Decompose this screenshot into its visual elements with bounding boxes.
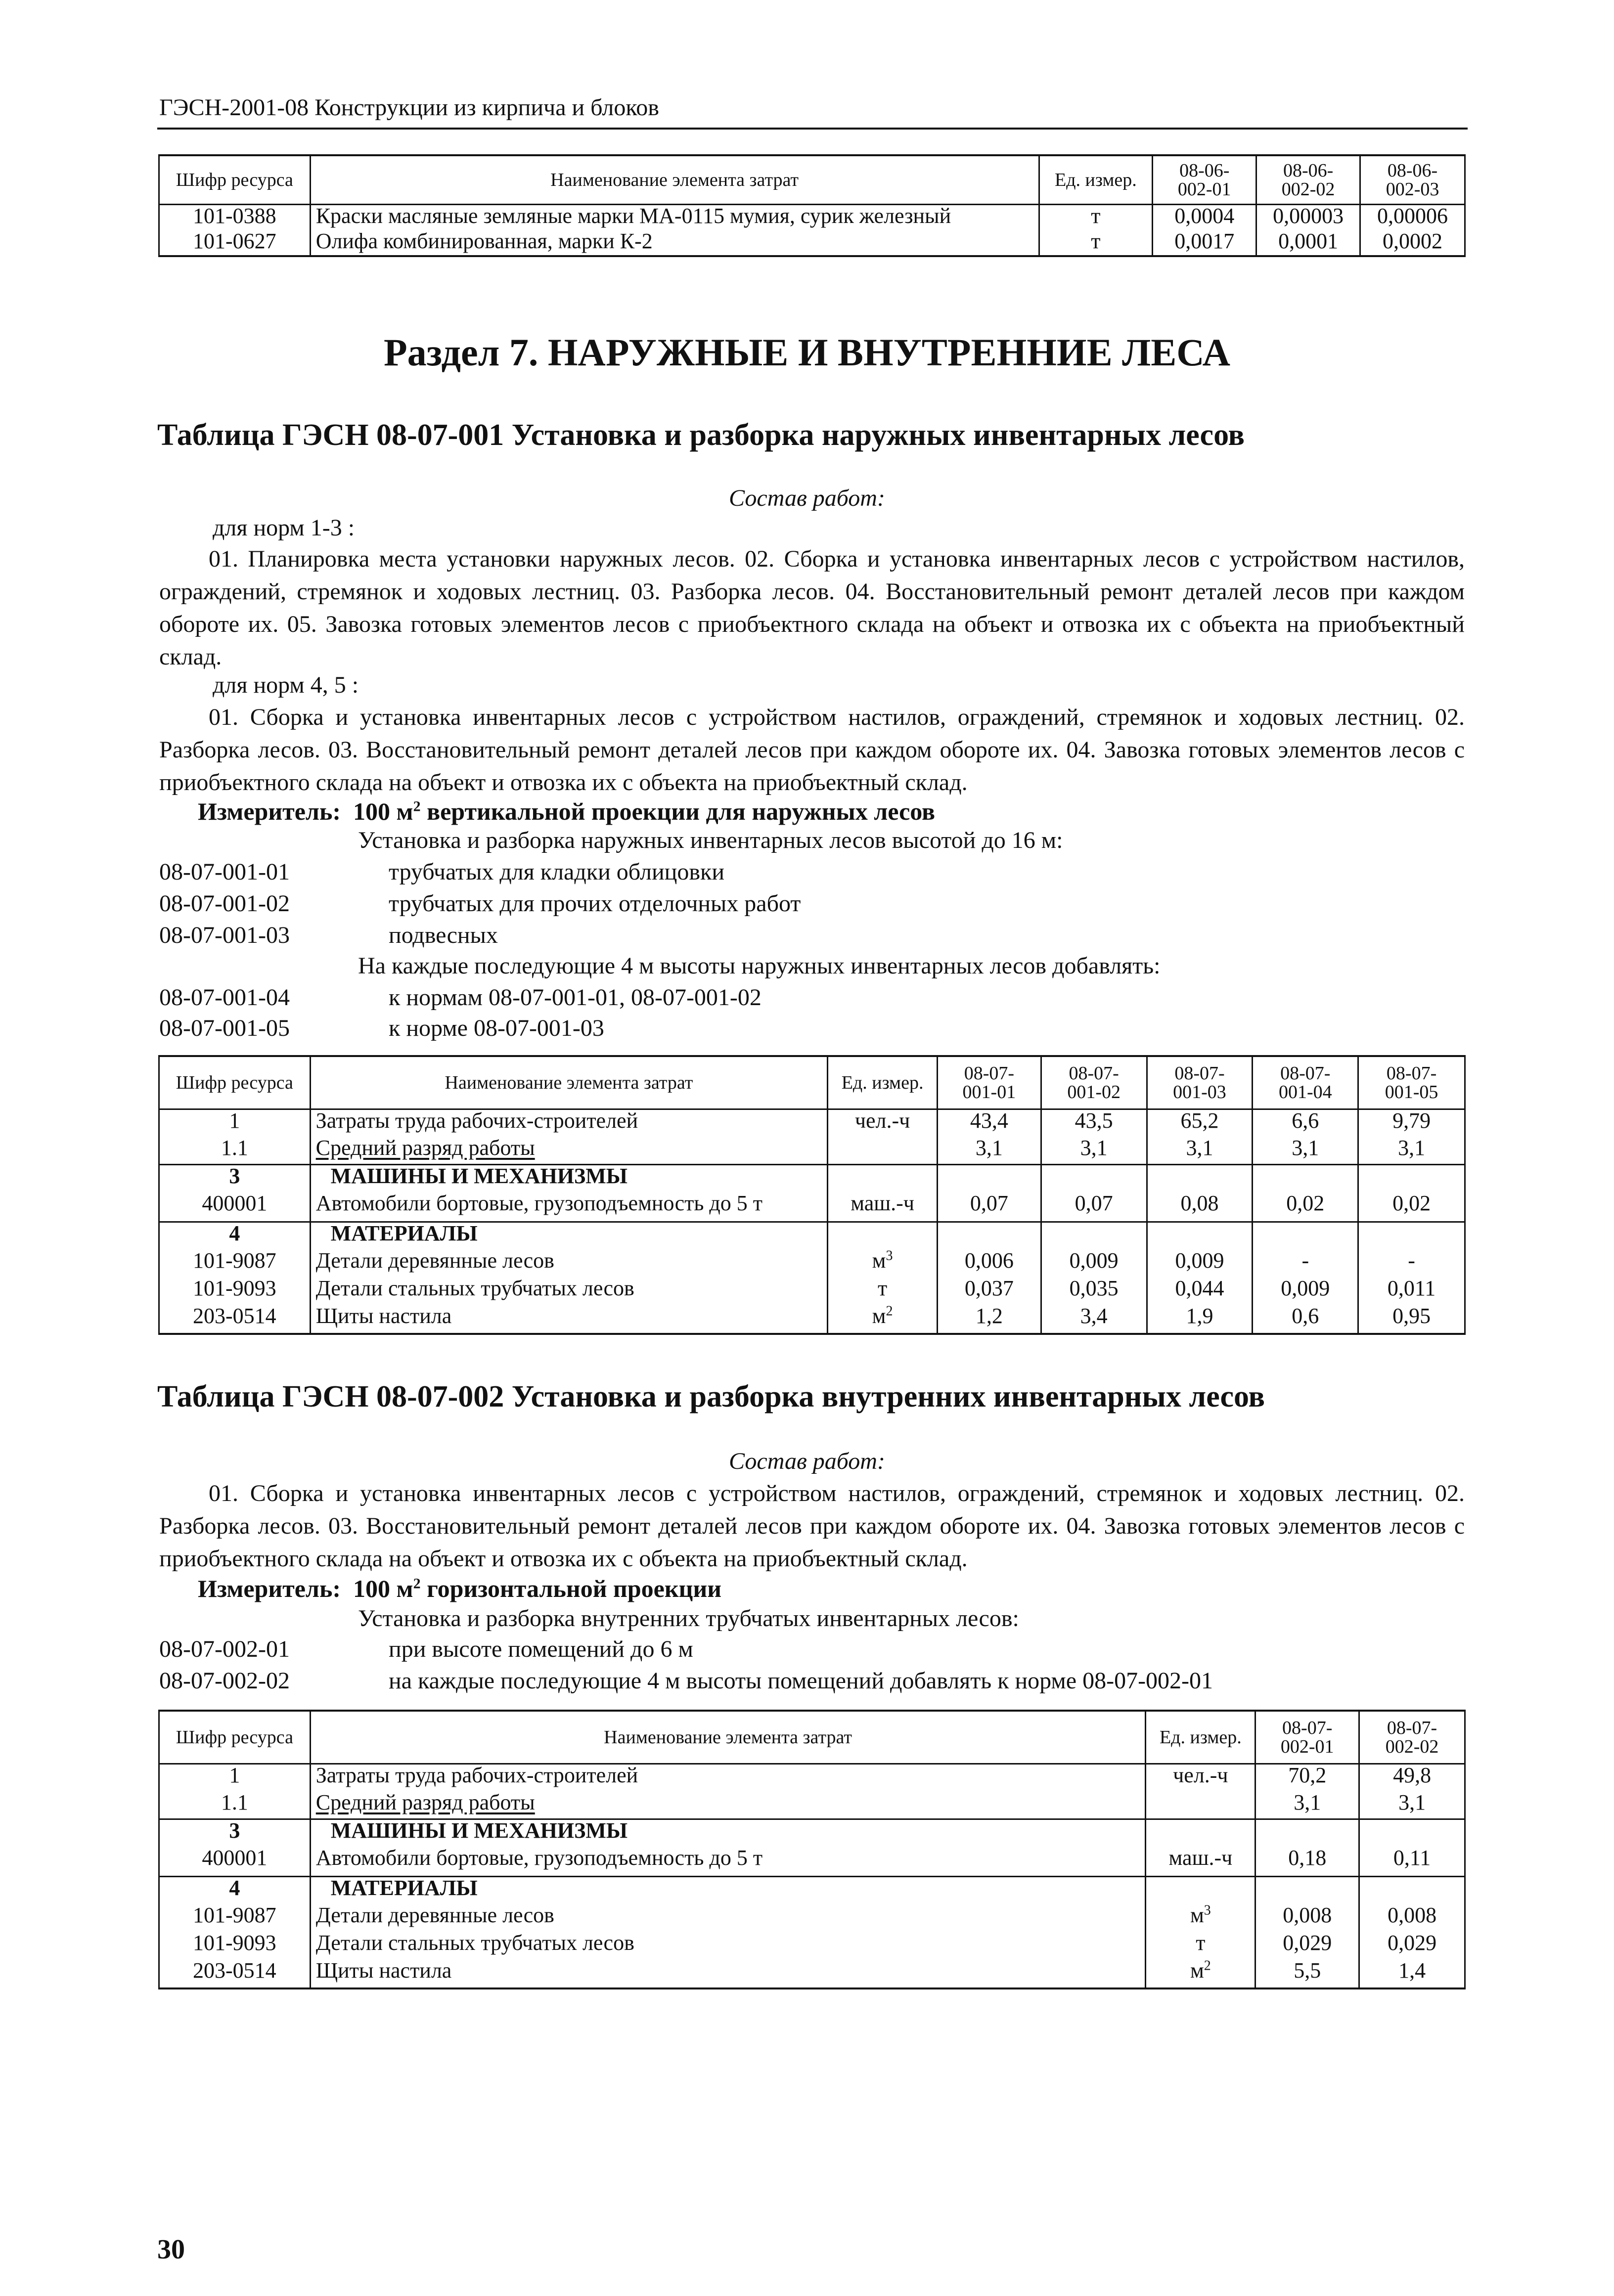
- table-row: 203-0514 Щиты настила $м^2$ 1,2 3,4 1,9 0,6 0,95: [159, 1305, 1465, 1334]
- header-norm-col: 08-07- 001-05: [1358, 1056, 1465, 1109]
- table1-sostav: Состав работ:: [729, 485, 885, 511]
- running-head: ГЭСН-2001-08 Конструкции из кирпича и блоков: [159, 94, 659, 121]
- table-row: 203-0514 Щиты настила $м^2$ 5,5 1,4: [159, 1960, 1465, 1988]
- norm-code: 08-07-001-04: [159, 984, 290, 1011]
- table1-intro1: Установка и разборка наружных инвентарных лесов высотой до 16 м:: [358, 827, 1063, 853]
- table2-intro1: Установка и разборка внутренних трубчатых инвентарных лесов:: [358, 1605, 1019, 1632]
- norm-code: 08-07-001-03: [159, 922, 290, 948]
- norm-text: подвесных: [389, 922, 498, 948]
- header-norm-col: 08-06- 002-03: [1360, 155, 1465, 205]
- header-unit: Ед. измер.: [1039, 155, 1153, 205]
- table1-izmeritel: Измеритель: 100 $м^2$ вертикальной проекции для наружных лесов: [198, 797, 936, 825]
- top-table: [158, 154, 1466, 257]
- norm-text: к норме 08-07-001-03: [389, 1015, 604, 1041]
- table-row: 3 МАШИНЫ И МЕХАНИЗМЫ: [159, 1165, 1465, 1192]
- table-row: 4 МАТЕРИАЛЫ: [159, 1222, 1465, 1250]
- table-row: 1 Затраты труда рабочих-строителей чел.-ч 70,2 49,8: [159, 1764, 1465, 1792]
- norm-code: 08-07-001-02: [159, 890, 290, 917]
- table1-norms-a-text: 01. Планировка места установки наружных лесов. 02. Сборка и установка инвентарных лесов с устройством настилов, ограждений, стремянок и ходовых лестниц. 03. Разборка лесов. 04. Восстановительный ремонт деталей лесов при каждом обороте их. 05. Завозка готовых элементов лесов с приобъектного склада на объект и отвозка их с объекта на приобъектный склад.: [159, 546, 1465, 670]
- table1-title: Таблица ГЭСН 08-07-001 Установка и разборка наружных инвентарных лесов: [157, 418, 1245, 452]
- norm-text: к нормам 08-07-001-01, 08-07-001-02: [389, 984, 762, 1011]
- header-norm-col: 08-07- 001-01: [937, 1056, 1041, 1109]
- table-row: 1.1 Средний разряд работы 3,1 3,1: [159, 1792, 1465, 1819]
- header-norm-col: 08-06- 002-02: [1256, 155, 1360, 205]
- table2-text: 01. Сборка и установка инвентарных лесов с устройством настилов, ограждений, стремянок и ходовых лестниц. 02. Разборка лесов. 03. Восстановительный ремонт деталей лесов при каждом обороте их. 04. Завозка готовых элементов лесов с приобъектного склада на объект и отвозка их с объекта на приобъектный склад.: [159, 1480, 1465, 1572]
- page-number: 30: [157, 2234, 185, 2265]
- norm-text: трубчатых для кладки облицовки: [389, 859, 725, 885]
- header-norm-col: 08-07- 001-02: [1041, 1056, 1147, 1109]
- table1-intro2: На каждые последующие 4 м высоты наружных инвентарных лесов добавлять:: [358, 953, 1161, 979]
- table-row: 400001 Автомобили бортовые, грузоподъемность до 5 т маш.-ч 0,07 0,07 0,08 0,02 0,02: [159, 1192, 1465, 1222]
- table2-izmeritel: Измеритель: 100 $м^2$ горизонтальной проекции: [198, 1575, 722, 1602]
- table-row: 3 МАШИНЫ И МЕХАНИЗМЫ: [159, 1819, 1465, 1847]
- header-code: Шифр ресурса: [159, 155, 311, 205]
- table-row: 1.1 Средний разряд работы 3,1 3,1 3,1 3,1 3,1: [159, 1137, 1465, 1165]
- table-row: 101-9087 Детали деревянные лесов $м^3$ 0,008 0,008: [159, 1904, 1465, 1932]
- norm-text: трубчатых для прочих отделочных работ: [389, 890, 801, 917]
- norm-text: при высоте помещений до 6 м: [389, 1636, 693, 1662]
- header-norm-col: 08-07- 001-03: [1147, 1056, 1253, 1109]
- norm-text: на каждые последующие 4 м высоты помещений добавлять к норме 08-07-002-01: [389, 1668, 1213, 1694]
- table-row: 4 МАТЕРИАЛЫ: [159, 1877, 1465, 1904]
- header-norm-col: 08-07- 001-04: [1253, 1056, 1358, 1109]
- header-norm-col: 08-07- 002-01: [1255, 1711, 1359, 1764]
- table2-sostav: Состав работ:: [729, 1448, 885, 1474]
- header-rule: [157, 128, 1468, 130]
- table-row: 101-0388 Краски масляные земляные марки МА-0115 мумия, сурик железный т 0,0004 0,00003 0,00006: [159, 205, 1465, 230]
- table1-norms-a-label: для норм 1-3 :: [213, 515, 355, 541]
- norm-code: 08-07-001-05: [159, 1015, 290, 1041]
- table2-title: Таблица ГЭСН 08-07-002 Установка и разборка внутренних инвентарных лесов: [157, 1380, 1265, 1413]
- table-row: 101-9087 Детали деревянные лесов $м^3$ 0,006 0,009 0,009 - -: [159, 1250, 1465, 1278]
- table2: Шифр ресурса Наименование элемента затрат Ед. измер. 08-07- 002-01 08-07- 002-02 1 Затраты труда рабочих-строителей чел.-ч 70,2 49,8 1.1 Средний разряд работы 3,1 3,1 3 МАШИНЫ И МЕХАНИЗМЫ 400001 Автомобили бортовые, грузоподъемность до 5 т маш.-ч 0,18 0,11 4 МАТЕРИАЛЫ 101-9087 Детали деревянные лесов $м^3$ 0,008 0,008 101-9093 Детали стальных трубчатых лесов т 0,029 0,029 203-0514 Щиты настила $м^2$ 5,5 1,4: [158, 1710, 1466, 1989]
- table1-norms-b-label: для норм 4, 5 :: [213, 672, 359, 698]
- header-name: Наименование элемента затрат: [310, 155, 1039, 205]
- table1: Шифр ресурса Наименование элемента затрат Ед. измер. 08-07- 001-01 08-07- 001-02 08-07- 001-03 08-07- 001-04 08-07- 001-05 1 Затраты труда рабочих-строителей чел.-ч 43,4 43,5 65,2 6,6 9,79 1.1 Средний разряд работы 3,1 3,1 3,1 3,1 3,1 3 МАШИНЫ И МЕХАНИЗМЫ 400001 Автомобили бортовые, грузоподъемность до 5 т маш.-ч 0,07 0,07 0,08 0,02 0,02 4 МАТЕРИАЛЫ 101-9087 Детали деревянные лесов $м^3$ 0,006 0,009 0,009 - - 101-9093 Детали стальных трубчатых лесов т 0,037 0,035 0,044 0,009 0,011 203-0514 Щиты настила $м^2$ 1,2 3,4 1,9 0,6 0,95: [158, 1055, 1466, 1335]
- header-norm-col: 08-06- 002-01: [1153, 155, 1256, 205]
- norm-code: 08-07-002-02: [159, 1668, 290, 1694]
- table1-norms-b-text: 01. Сборка и установка инвентарных лесов с устройством настилов, ограждений, стремянок и ходовых лестниц. 02. Разборка лесов. 03. Восстановительный ремонт деталей лесов при каждом обороте их. 04. Завозка готовых элементов лесов с приобъектного склада на объект и отвозка их с объекта на приобъектный склад.: [159, 704, 1465, 795]
- norm-code: 08-07-002-01: [159, 1636, 290, 1662]
- table-row: 101-9093 Детали стальных трубчатых лесов т 0,037 0,035 0,044 0,009 0,011: [159, 1278, 1465, 1305]
- table-row: 400001 Автомобили бортовые, грузоподъемность до 5 т маш.-ч 0,18 0,11: [159, 1847, 1465, 1877]
- table-row: 101-0627 Олифа комбинированная, марки К-2 т 0,0017 0,0001 0,0002: [159, 230, 1465, 256]
- table-row: 101-9093 Детали стальных трубчатых лесов т 0,029 0,029: [159, 1932, 1465, 1960]
- norm-code: 08-07-001-01: [159, 859, 290, 885]
- table-row: 1 Затраты труда рабочих-строителей чел.-ч 43,4 43,5 65,2 6,6 9,79: [159, 1109, 1465, 1137]
- header-norm-col: 08-07- 002-02: [1359, 1711, 1465, 1764]
- section-title: Раздел 7. НАРУЖНЫЕ И ВНУТРЕННИЕ ЛЕСА: [383, 331, 1231, 374]
